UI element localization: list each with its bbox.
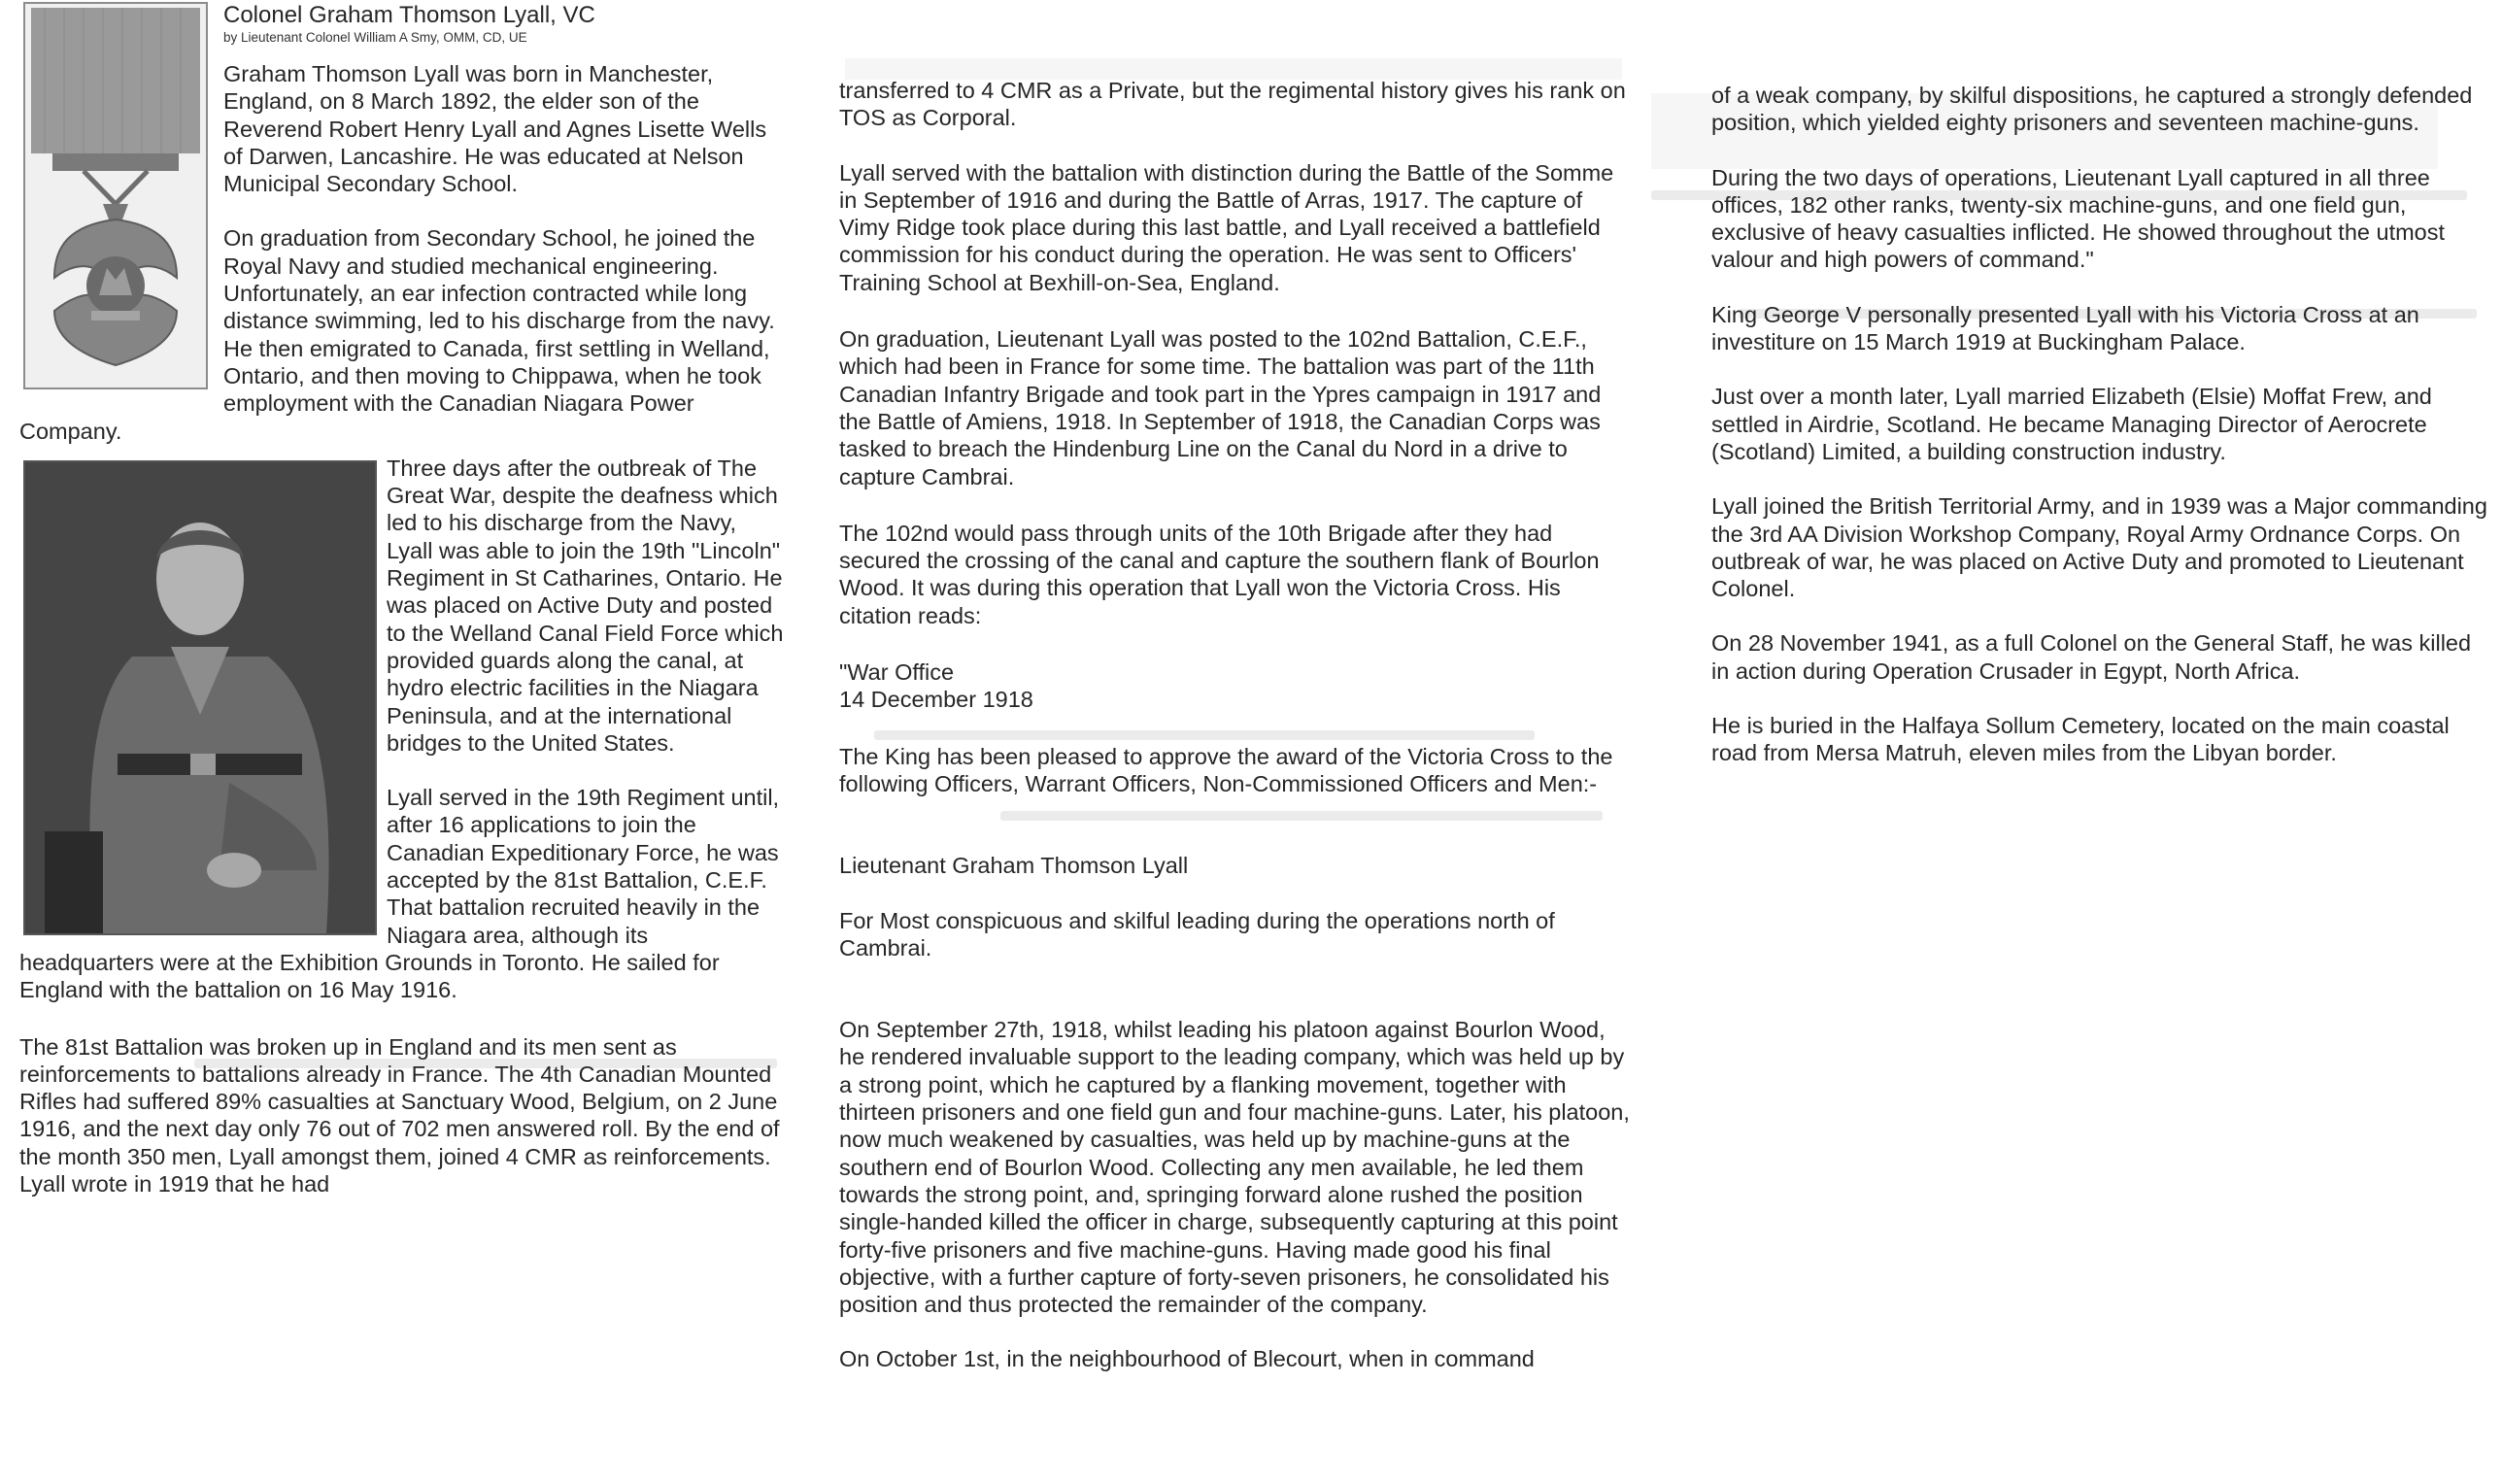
paragraph: Lyall served in the 19th Regiment until, after 16 applications to join the Canadian Expeditionary Force, he was accepted by the 81st Battalion, C.E.F. That battalion recruited heavily in the Niagara area, although its headquarters were at the Exhibition Grounds in Toronto. He sailed for England with the battalion on 16 May 1916. bbox=[19, 785, 780, 1003]
paragraph: Lyall served with the battalion with distinction during the Battle of the Somme in September of 1916 and during the Battle of Arras, 1917. The capture of Vimy Ridge took place during this last battle, and Lyall received a battlefield commission for his conduct during the operation. He was sent to Officers' Training School at Bexhill-on-Sea, England. bbox=[839, 159, 1614, 295]
paragraph: Three days after the outbreak of The Great War, despite the deafness which led to his discharge from the Navy, Lyall was able to join the 19th "Lincoln" Regiment in St Catharines, Ontario. He was placed on Active Duty and posted to the Welland Canal Field Force which provided guards along the canal, at hydro electric facilities in the Niagara Peninsula, and at the international bridges to the United States. bbox=[387, 455, 784, 756]
paragraph: Graham Thomson Lyall was born in Manchester, England, on 8 March 1892, the elder son of the Reverend Robert Henry Lyall and Agnes Lisette Wells of Darwen, Lancashire. He was educated at Nelson Municipal Secondary School. bbox=[223, 61, 767, 197]
paragraph: Lyall joined the British Territorial Army, and in 1939 was a Major commanding the 3rd AA Division Workshop Company, Royal Army Ordnance Corps. On outbreak of war, he was placed on Active Duty and promoted to Lieutenant Colonel. bbox=[1711, 493, 2487, 602]
paragraph: For Most conspicuous and skilful leading during the operations north of Cambrai. bbox=[839, 907, 1555, 961]
paragraph: King George V personally presented Lyall with his Victoria Cross at an investiture on 15 March 1919 at Buckingham Palace. bbox=[1711, 301, 2419, 355]
article-title: Colonel Graham Thomson Lyall, VC bbox=[223, 2, 595, 28]
paragraph: On September 27th, 1918, whilst leading his platoon against Bourlon Wood, he rendered invaluable support to the leading company, which was held up by a strong point, which he captured by a flanking movement, together with thirteen prisoners and one field gun and four machine-guns. Later, his platoon, now much weakened by casualties, was held up by machine-guns at the southern end of Bourlon Wood. Collecting any men available, he led them towards the strong point, and, springing forward alone rushed the position single-handed killed the officer in charge, subsequently capturing at this point forty-five prisoners and five machine-guns. Having made good his final objective, with a further capture of forty-seven prisoners, he consolidated his position and thus protected the remainder of the company. bbox=[839, 1017, 1630, 1318]
portrait-icon bbox=[25, 462, 375, 933]
paragraph: The King has been pleased to approve the award of the Victoria Cross to the following Officers, Warrant Officers, Non-Commissioned Officers and Men:- bbox=[839, 743, 1613, 796]
recipient-name: Lieutenant Graham Thomson Lyall bbox=[839, 853, 1189, 879]
paragraph: transferred to 4 CMR as a Private, but the regimental history gives his rank on TOS as Corporal. bbox=[839, 78, 1626, 131]
paragraph: On graduation, Lieutenant Lyall was posted to the 102nd Battalion, C.E.F., which had been in France for some time. The battalion was part of the 11th Canadian Infantry Brigade and took part in the Ypres campaign in 1917 and the Battle of Amiens, 1918. In September of 1918, the Canadian Corps was tasked to breach the Hindenburg Line on the Canal du Nord in a drive to capture Cambrai. bbox=[839, 326, 1602, 489]
column-3 bbox=[1711, 82, 2488, 767]
paragraph: He is buried in the Halfaya Sollum Cemetery, located on the main coastal road from Mersa Matruh, eleven miles from the Libyan border. bbox=[1711, 713, 2450, 766]
paragraph: The 81st Battalion was broken up in England and its men sent as reinforcements to battalions already in France. The 4th Canadian Mounted Rifles had suffered 89% casualties at Sanctuary Wood, Belgium, on 2 June 1916, and the next day only 76 out of 702 men answered roll. By the end of the month 350 men, Lyall amongst them, joined 4 CMR as reinforcements. Lyall wrote in 1919 that he had bbox=[19, 1033, 780, 1197]
paragraph: On 28 November 1941, as a full Colonel on the General Staff, he was killed in action during Operation Crusader in Egypt, North Africa. bbox=[1711, 630, 2472, 684]
paragraph: of a weak company, by skilful dispositions, he captured a strongly defended position, which yielded eighty prisoners and seventeen machine-guns. bbox=[1711, 83, 2473, 136]
article-byline: by Lieutenant Colonel William A Smy, OMM, CD, UE bbox=[223, 30, 527, 45]
portrait-photo bbox=[23, 460, 377, 935]
medal-icon bbox=[25, 4, 206, 388]
citation-date: 14 December 1918 bbox=[839, 687, 1033, 713]
column-1 bbox=[19, 0, 787, 1197]
paragraph: Just over a month later, Lyall married Elizabeth (Elsie) Moffat Frew, and settled in Airdrie, Scotland. He became Managing Director of Aerocrete (Scotland) Limited, a building construction industry. bbox=[1711, 384, 2432, 464]
column-2 bbox=[839, 77, 1636, 1373]
citation-heading: "War Office bbox=[839, 659, 955, 686]
paragraph: The 102nd would pass through units of the 10th Brigade after they had secured the crossing of the canal and capture the southern flank of Bourlon Wood. It was during this operation that Lyall won the Victoria Cross. His citation reads: bbox=[839, 520, 1600, 628]
paragraph: During the two days of operations, Lieutenant Lyall captured in all three offices, 182 other ranks, twenty-six machine-guns, and one field gun, exclusive of heavy casualties inflicted. He showed throughout the utmost valour and high powers of command." bbox=[1711, 164, 2446, 273]
paragraph: On October 1st, in the neighbourhood of Blecourt, when in command bbox=[839, 1346, 1535, 1372]
victoria-cross-medal-image bbox=[23, 2, 208, 389]
paragraph: On graduation from Secondary School, he joined the Royal Navy and studied mechanical engineering. Unfortunately, an ear infection contracted while long distance swimming, led to his discharge from the navy. He then emigrated to Canada, first settling in Welland, Ontario, and then moving to Chippawa, when he took employment with the Canadian Niagara Power Company. bbox=[19, 225, 775, 444]
